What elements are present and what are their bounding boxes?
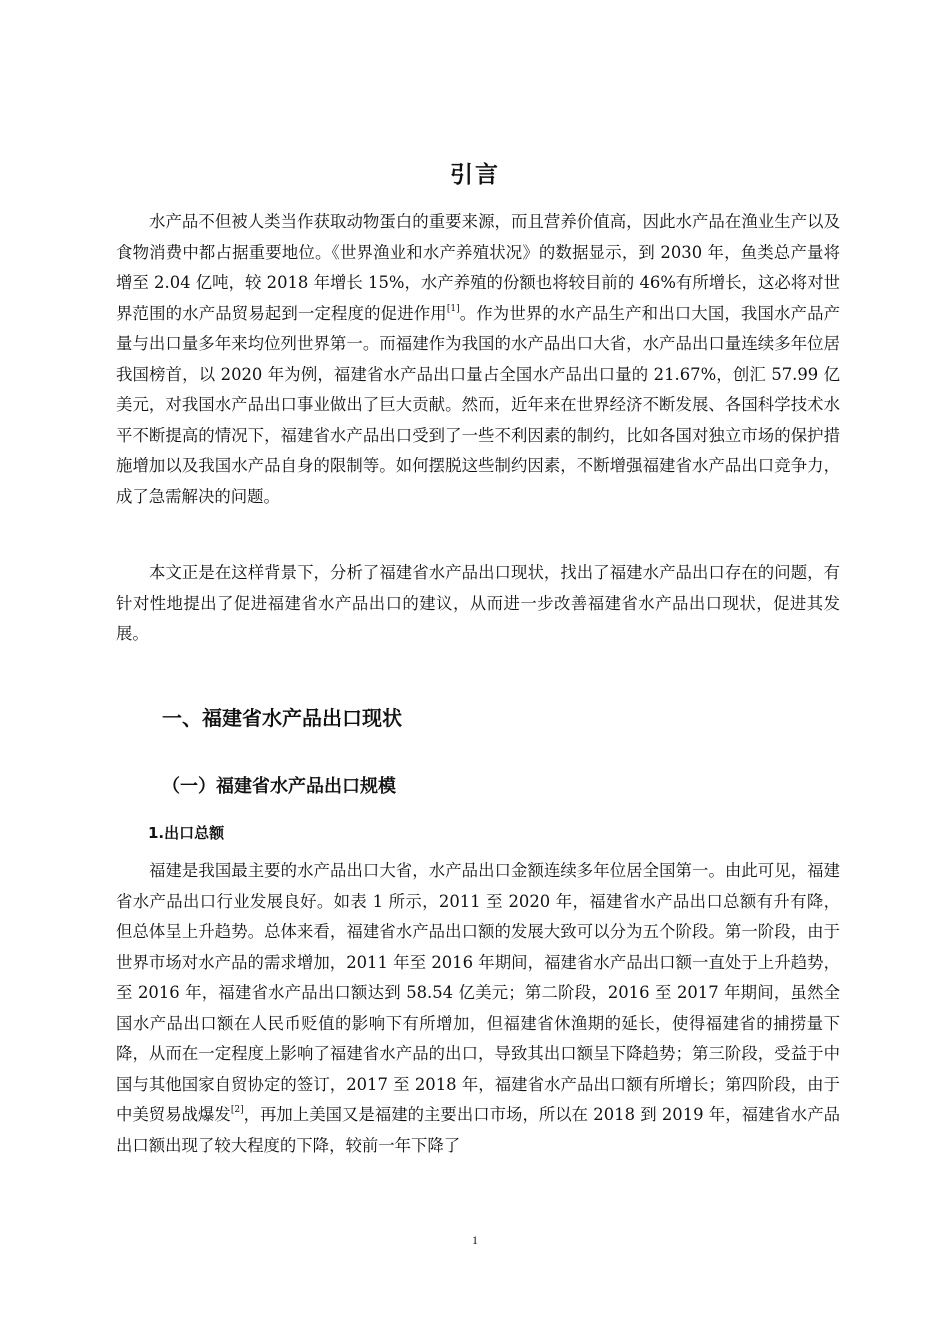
intro-paragraph-1-text-b: 。作为世界的水产品生产和出口大国，我国水产品产量与出口量多年来均位列世界第一。而福建作为我国的水产品出口大省，水产品出口量连续多年位居我国榜首，以 2020 年为例，福建省水产品出口量占全国水产品出口量的 21.67%，创汇 57.99 亿美元，对我国水产品出口事业做出了巨大贡献。然而，近年来在世界经济不断发展、各国科学技术水平不断提高的情况下，福建省水产品出口受到了一些不利因素的制约，比如各国对独立市场的保护措施增加以及我国水产品自身的限制等。如何摆脱这些制约因素，不断增强福建省水产品出口竞争力，成了急需解决的问题。 [116,303,841,506]
citation-1: [1] [446,303,460,314]
page-title: 引言 [450,162,500,188]
subsection-1-heading: （一）福建省水产品出口规模 [162,776,396,797]
item-1-paragraph [116,856,840,1161]
citation-2: [2] [230,1105,244,1115]
section-1-heading: 一、福建省水产品出口现状 [162,706,402,730]
item-1-paragraph-text-a: 福建是我国最主要的水产品出口大省，水产品出口金额连续多年位居全国第一。由此可见，福建省水产品出口行业发展良好。如表 1 所示，2011 至 2020 年，福建省水产品出口总额有升有降，但总体呈上升趋势。总体来看，福建省水产品出口额的发展大致可以分为五个阶段。第一阶段，由于世界市场对水产品的需求增加，2011 年至 2016 年期间，福建省水产品出口额一直处于上升趋势，至 2016 年，福建省水产品出口额达到 58.54 亿美元；第二阶段，2016 至 2017 年期间，虽然全国水产品出口额在人民币贬值的影响下有所增加，但福建省休渔期的延长，使得福建省的捕捞量下降，从而在一定程度上影响了福建省水产品的出口，导致其出口额呈下降趋势；第三阶段，受益于中国与其他国家自贸协定的签订，2017 至 2018 年，福建省水产品出口额有所增长；第四阶段，由于中美贸易战爆发 [116,861,840,1124]
intro-paragraph-1-text-a: 水产品不但被人类当作获取动物蛋白的重要来源，而且营养价值高，因此水产品在渔业生产以及食物消费中都占据重要地位。《世界渔业和水产养殖状况》的数据显示，到 2030 年，鱼类总产量将增至 2.04 亿吨，较 2018 年增长 15%，水产养殖的份额也将较目前的 46%有所增长，这必将对世界范围的水产品贸易起到一定程度的促进作用 [116,212,840,323]
item-1-paragraph-text-b: ，再加上美国又是福建的主要出口市场，所以在 2018 到 2019 年，福建省水产品出口额出现了较大程度的下降，较前一年下降了 [116,1105,841,1155]
intro-paragraph-2: 本文正是在这样背景下，分析了福建省水产品出口现状，找出了福建水产品出口存在的问题，有针对性地提出了促进福建省水产品出口的建议，从而进一步改善福建省水产品出口现状，促进其发展。 [116,563,840,643]
page-number: 1 [472,1233,478,1247]
item-1-heading: 1.出口总额 [148,824,225,842]
intro-paragraph-1 [116,207,840,512]
